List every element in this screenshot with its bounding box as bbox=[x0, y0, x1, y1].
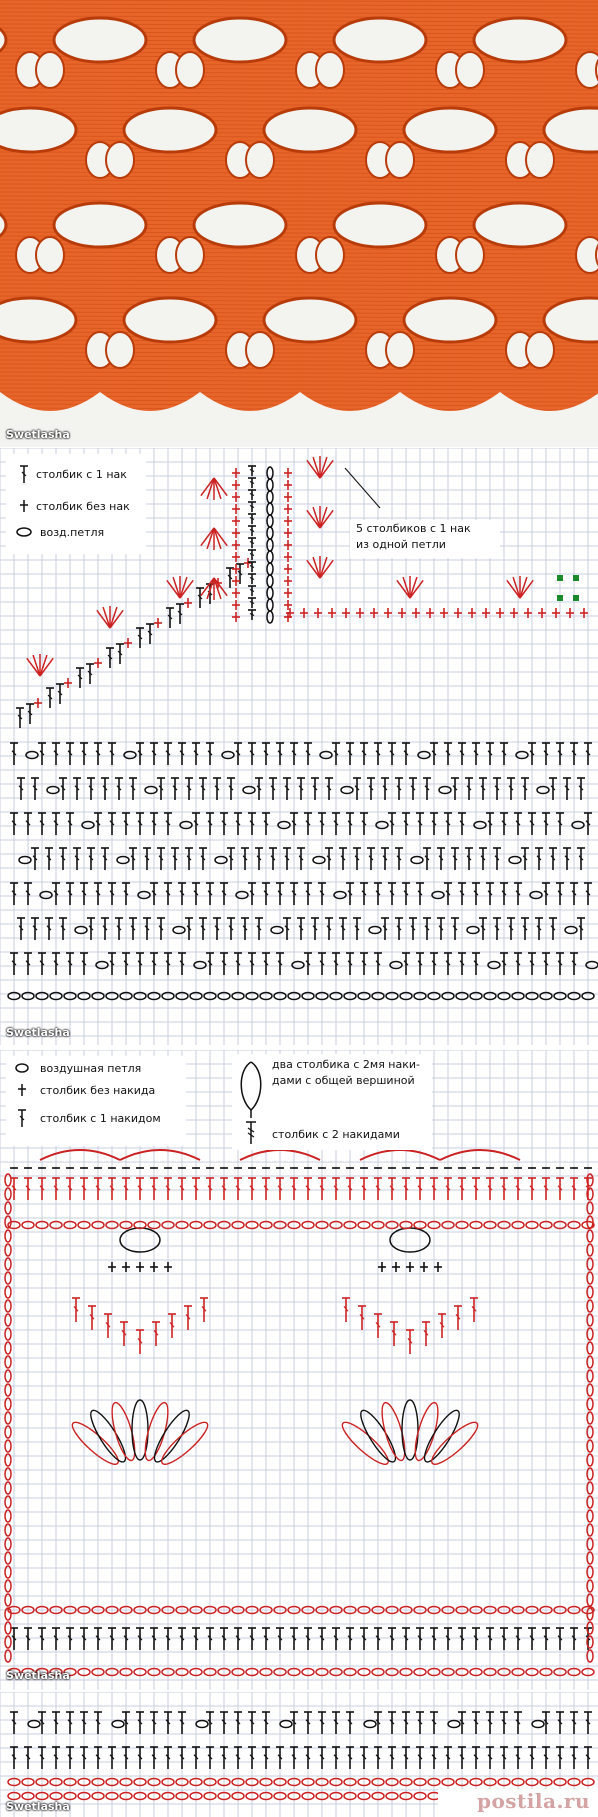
chain-symbol bbox=[532, 1721, 544, 1728]
chain-symbol bbox=[364, 1721, 376, 1728]
chain-symbol bbox=[19, 857, 31, 864]
double-crochet-icon bbox=[18, 464, 30, 484]
chain-symbol bbox=[112, 1721, 124, 1728]
chain-symbol bbox=[215, 857, 227, 864]
chain-arc bbox=[40, 1150, 120, 1160]
chain-symbol bbox=[313, 857, 325, 864]
marker-square bbox=[573, 595, 579, 601]
fan-stitch bbox=[207, 478, 214, 499]
lace-hole-small bbox=[106, 332, 134, 368]
lace-hole bbox=[124, 108, 216, 152]
lace-hole bbox=[54, 203, 146, 247]
chain-symbol bbox=[145, 787, 157, 794]
chain-symbol bbox=[267, 551, 273, 563]
single-crochet-icon bbox=[16, 1082, 28, 1098]
chain-symbol bbox=[467, 927, 479, 934]
chart-1-note-line-2: из одной петли bbox=[356, 538, 446, 551]
fan-stitch bbox=[201, 528, 214, 546]
photo-watermark: Swetlasha bbox=[6, 428, 70, 441]
lace-hole-small bbox=[576, 52, 598, 88]
chain-symbol bbox=[267, 539, 273, 551]
fan-stitch bbox=[307, 560, 320, 578]
chain-symbol bbox=[28, 1721, 40, 1728]
pineapple-petal bbox=[427, 1417, 482, 1469]
fan-stitch bbox=[397, 580, 410, 598]
lace-hole bbox=[404, 298, 496, 342]
single-crochet-icon bbox=[18, 498, 30, 514]
chart-2-legend-tr-label: столбик с 2 накидами bbox=[272, 1128, 400, 1141]
chain-symbol bbox=[280, 1721, 292, 1728]
chain-symbol bbox=[565, 927, 577, 934]
chain-symbol bbox=[509, 857, 521, 864]
lace-hole bbox=[194, 203, 286, 247]
chart-1-note bbox=[350, 520, 500, 558]
chain-arc bbox=[120, 1150, 200, 1160]
lace-hole bbox=[334, 203, 426, 247]
lace-hole-small bbox=[386, 142, 414, 178]
chart-2-watermark: Swetlasha bbox=[6, 1669, 70, 1682]
double-crochet-icon bbox=[16, 1108, 28, 1128]
fan-stitch bbox=[201, 478, 214, 496]
chart-3-panel bbox=[0, 1692, 598, 1817]
chain-symbol bbox=[47, 787, 59, 794]
pineapple-petal bbox=[338, 1417, 393, 1469]
lace-hole-small bbox=[526, 332, 554, 368]
fan-stitch bbox=[27, 658, 40, 676]
lace-hole-small bbox=[246, 142, 274, 178]
fan-stitch bbox=[214, 528, 227, 546]
chain-symbol bbox=[267, 563, 273, 575]
chain-symbol bbox=[537, 787, 549, 794]
chain-stitch-icon bbox=[12, 1062, 32, 1074]
chart-1-panel bbox=[0, 448, 598, 1045]
dtr-cluster-icon bbox=[236, 1058, 266, 1120]
lace-hole-small bbox=[106, 142, 134, 178]
lace-hole bbox=[474, 18, 566, 62]
pineapple-petal bbox=[157, 1417, 212, 1469]
chain-symbol bbox=[243, 787, 255, 794]
chain-arc bbox=[360, 1150, 440, 1160]
chain-symbol bbox=[439, 787, 451, 794]
treble-crochet-icon bbox=[244, 1120, 258, 1146]
lace-hole-small bbox=[176, 52, 204, 88]
lace-hole bbox=[264, 108, 356, 152]
fan-stitch bbox=[410, 580, 423, 598]
lace-hole bbox=[264, 298, 356, 342]
chain-symbol bbox=[267, 515, 273, 527]
fan-stitch bbox=[201, 578, 214, 596]
chart-1-legend-ch-label: возд.петля bbox=[40, 526, 105, 539]
marker-square bbox=[557, 595, 563, 601]
lace-hole-small bbox=[576, 237, 598, 273]
chain-symbol bbox=[267, 491, 273, 503]
marker-square bbox=[573, 575, 579, 581]
fan-stitch bbox=[320, 457, 327, 478]
fan-stitch bbox=[103, 607, 110, 628]
lace-hole-small bbox=[316, 237, 344, 273]
fan-stitch bbox=[110, 607, 117, 628]
chain-stitch-icon bbox=[14, 526, 34, 538]
lace-hole-small bbox=[386, 332, 414, 368]
lace-hole bbox=[474, 203, 566, 247]
chain-symbol bbox=[411, 857, 423, 864]
fan-stitch bbox=[520, 580, 533, 598]
lace-hole bbox=[194, 18, 286, 62]
fan-stitch bbox=[167, 580, 180, 598]
chain-symbol bbox=[267, 479, 273, 491]
postila-logo bbox=[438, 1789, 598, 1817]
fan-stitch bbox=[97, 610, 110, 628]
pineapple-petal bbox=[85, 1406, 130, 1465]
chain-symbol bbox=[267, 587, 273, 599]
chart-1-watermark: Swetlasha bbox=[6, 1026, 70, 1039]
pineapple-petal bbox=[68, 1417, 123, 1469]
lace-hole bbox=[334, 18, 426, 62]
chain-symbol bbox=[267, 599, 273, 611]
chart-2-panel bbox=[0, 1050, 598, 1690]
lace-hole-small bbox=[36, 52, 64, 88]
lace-hole bbox=[124, 298, 216, 342]
chain-symbol bbox=[267, 527, 273, 539]
chart-2-legend-sc-label: столбик без накида bbox=[40, 1084, 156, 1097]
chain-symbol bbox=[267, 575, 273, 587]
chain-symbol bbox=[173, 927, 185, 934]
chain-arc bbox=[440, 1150, 520, 1160]
fan-stitch bbox=[214, 478, 221, 499]
chart-2-legend bbox=[6, 1056, 186, 1146]
chart-3-watermark: Swetlasha bbox=[6, 1800, 70, 1813]
chain-symbol bbox=[75, 927, 87, 934]
chart-2-legend-cluster-line-2: дами с общей вершиной bbox=[272, 1074, 415, 1087]
chart-2-legend-ch-label: воздушная петля bbox=[40, 1062, 142, 1075]
lace-hole-small bbox=[36, 237, 64, 273]
chart-2-legend-right bbox=[232, 1054, 432, 1150]
lace-hole bbox=[404, 108, 496, 152]
lace-hole bbox=[0, 108, 76, 152]
chain-symbol bbox=[271, 927, 283, 934]
chain-symbol bbox=[267, 611, 273, 623]
chain-symbol bbox=[117, 857, 129, 864]
chain-symbol bbox=[448, 1721, 460, 1728]
chart-1-legend-dc-label: столбик с 1 нак bbox=[36, 468, 127, 481]
chart-2-legend-dc-label: столбик с 1 накидом bbox=[40, 1112, 161, 1125]
lace-hole-small bbox=[456, 52, 484, 88]
marker-square bbox=[557, 575, 563, 581]
crochet-photo bbox=[0, 0, 598, 447]
chain-symbol bbox=[196, 1721, 208, 1728]
chain-symbol bbox=[341, 787, 353, 794]
lace-hole-small bbox=[456, 237, 484, 273]
crochet-photo-texture bbox=[0, 0, 598, 447]
lace-hole-small bbox=[176, 237, 204, 273]
chart-1-legend-sc-label: столбик без нак bbox=[36, 500, 130, 513]
lace-hole-small bbox=[316, 52, 344, 88]
chain-symbol bbox=[267, 467, 273, 479]
lace-hole bbox=[54, 18, 146, 62]
pineapple-petal bbox=[419, 1406, 464, 1465]
chart-1-legend bbox=[6, 454, 146, 554]
lace-hole-small bbox=[246, 332, 274, 368]
chart-1-note-line-1: 5 столбиков с 1 нак bbox=[356, 522, 471, 535]
pineapple-petal bbox=[149, 1406, 194, 1465]
chart-2-legend-cluster-line-1: два столбика с 2мя наки- bbox=[272, 1058, 421, 1071]
fan-stitch bbox=[214, 478, 227, 496]
fan-stitch bbox=[313, 457, 320, 478]
fan-stitch bbox=[307, 460, 320, 478]
scalloped-edge bbox=[0, 392, 598, 447]
postila-logo-text: postila.ru bbox=[476, 1789, 590, 1813]
fan-stitch bbox=[214, 578, 227, 596]
lace-hole-small bbox=[526, 142, 554, 178]
lace-hole bbox=[0, 298, 76, 342]
chain-symbol bbox=[369, 927, 381, 934]
fan-stitch bbox=[307, 510, 320, 528]
chain-symbol bbox=[267, 503, 273, 515]
